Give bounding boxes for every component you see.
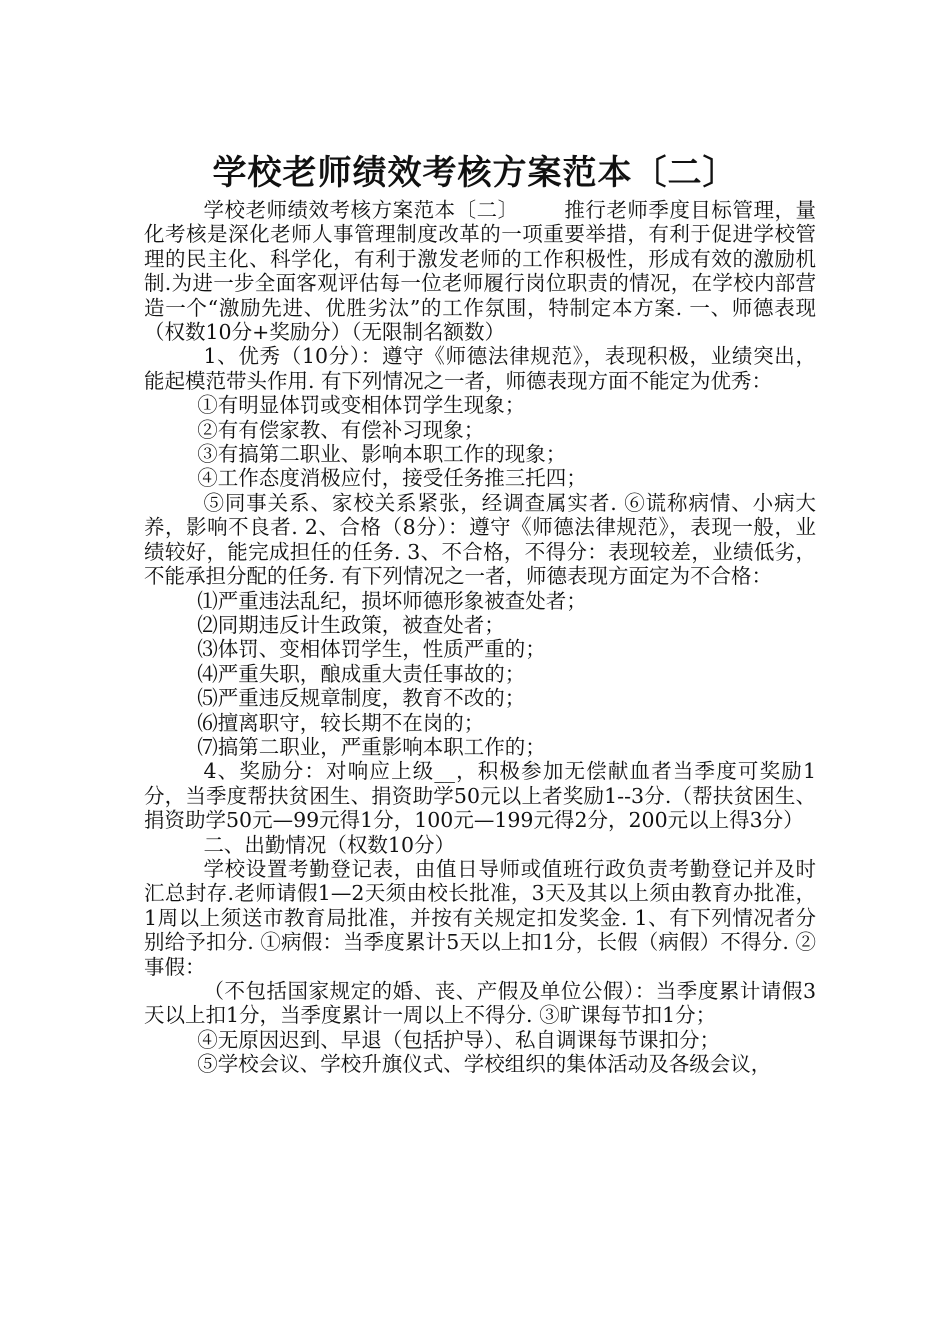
intro-text: 推行老师季度目标管理，量化考核是深化老师人事管理制度改革的一项重要举措，有利于促进学校管理的民主化、科学化，有利于激发老师的工作积极性，形成有效的激励机制.为进一步全面客观评估每一位老师履行岗位职责的情况，在学校内部营造一个“激励先进、优胜劣汰”的工作氛围，特制定本方案. 一、师德表现（权数10分+奖励分）（无限制名额数）	[144, 198, 817, 345]
attendance-rules: 学校设置考勤登记表，由值日导师或值班行政负责考勤登记并及时汇总封存.老师请假1—2天须由校长批准，3天及其以上须由教育办批准，1周以上须送市教育局批准，并按有关规定扣发奖金. 1、有下列情况者分别给予扣分. ①病假：当季度累计5天以上扣1分，长假（病假）不得分. ②事假：	[144, 856, 816, 979]
section-heading-attendance: 二、出勤情况（权数10分）	[203, 832, 456, 857]
qualified-criteria: ⑤同事关系、家校关系紧张，经调查属实者. ⑥谎称病情、小病大养，影响不良者. 2、合格（8分）：遵守《师德法律规范》，表现一般，业绩较好，能完成担任的任务. 3、不合格，不得分：表现较差，业绩低劣，不能承担分配的任务. 有下列情况之一者，师德表现方面定为不合格：	[144, 490, 816, 589]
list-item: ②有有偿家教、有偿补习现象；	[197, 417, 485, 442]
intro-lead: 学校老师绩效考核方案范本〔二〕	[203, 198, 519, 222]
excellent-criteria: 1、优秀（10分）：遵守《师德法律规范》，表现积极，业绩突出，能起模范带头作用. 有下列情况之一者，师德表现方面不能定为优秀：	[144, 344, 816, 393]
document-body	[144, 198, 816, 1077]
list-item: ③有搞第二职业、影响本职工作的现象；	[197, 442, 567, 467]
list-item: ⑶体罚、变相体罚学生，性质严重的；	[197, 637, 546, 662]
list-item: ⑤学校会议、学校升旗仪式、学校组织的集体活动及各级会议，	[197, 1052, 772, 1077]
list-item: ⑺搞第二职业，严重影响本职工作的；	[197, 734, 546, 759]
list-item: ⑷严重失职，酿成重大责任事故的；	[197, 661, 526, 686]
list-item: ①有明显体罚或变相体罚学生现象；	[197, 393, 526, 418]
document-title: 学校老师绩效考核方案范本〔二〕	[212, 152, 738, 193]
personal-leave-rules: （不包括国家规定的婚、丧、产假及单位公假）：当季度累计请假3天以上扣1分，当季度累计一周以上不得分. ③旷课每节扣1分；	[144, 979, 816, 1028]
list-item: ⑹擅离职守，较长期不在岗的；	[197, 710, 485, 735]
list-item: ④无原因迟到、早退（包括护导）、私自调课每节课扣分；	[197, 1027, 721, 1052]
list-item: ④工作态度消极应付，接受任务推三托四；	[197, 466, 587, 491]
list-item: ⑸严重违反规章制度，教育不改的；	[197, 686, 526, 711]
list-item: ⑵同期违反计生政策，被查处者；	[197, 612, 505, 637]
intro-paragraph	[144, 198, 816, 344]
bonus-criteria: 4、奖励分：对响应上级__，积极参加无偿献血者当季度可奖励1分，当季度帮扶贫困生、捐资助学50元以上者奖励1--3分.（帮扶贫困生、捐资助学50元—99元得1分，100元—199元得2分，200元以上得3分）	[144, 759, 816, 833]
list-item: ⑴严重违法乱纪，损坏师德形象被查处者；	[197, 588, 587, 613]
